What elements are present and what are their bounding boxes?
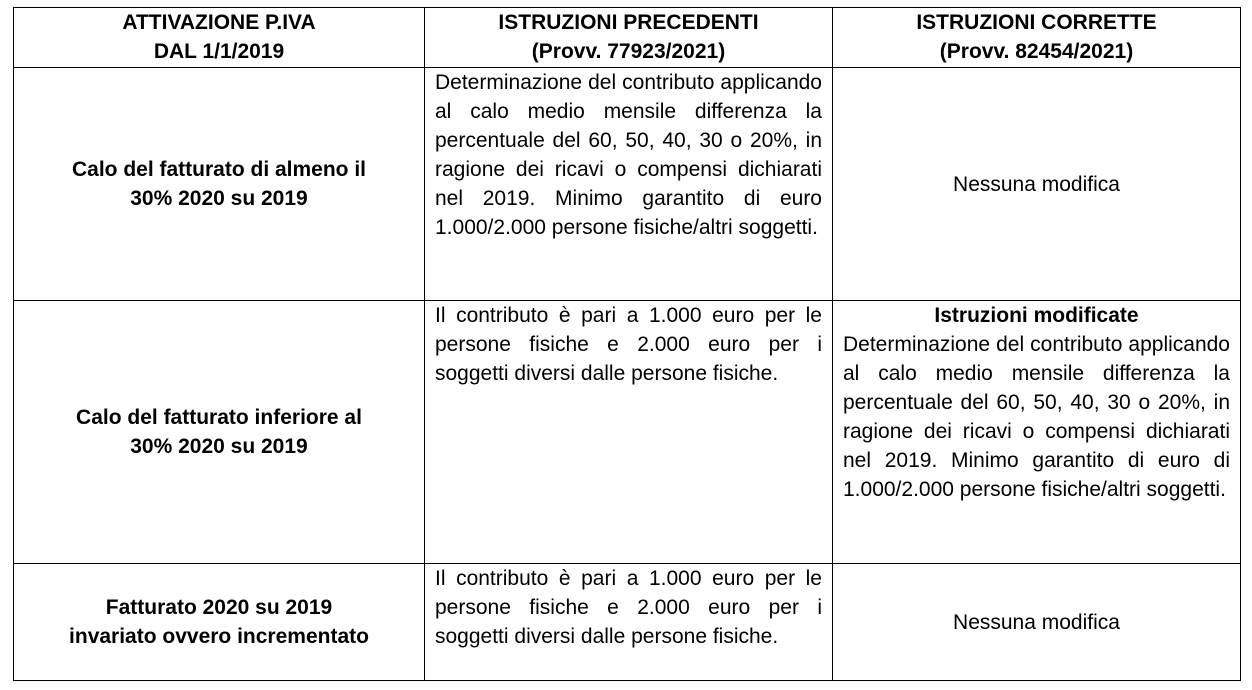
corrected-instructions-cell bbox=[833, 301, 1241, 564]
comparison-table bbox=[13, 7, 1241, 681]
row-label bbox=[14, 301, 425, 564]
row-label bbox=[14, 564, 425, 681]
row-label-line1: Calo del fatturato di almeno il bbox=[71, 158, 367, 181]
header-previous-line1: ISTRUZIONI PRECEDENTI bbox=[498, 11, 759, 34]
header-corrected bbox=[833, 8, 1241, 68]
row-label-line2: 30% 2020 su 2019 bbox=[130, 187, 308, 210]
corrected-instructions-cell: Nessuna modifica bbox=[833, 564, 1241, 681]
row-label-line2: 30% 2020 su 2019 bbox=[130, 435, 308, 458]
table-row bbox=[14, 301, 1241, 564]
header-previous bbox=[425, 8, 833, 68]
modified-instructions-title: Istruzioni modificate bbox=[934, 304, 1139, 327]
previous-instructions-cell: Il contributo è pari a 1.000 euro per le persone fisiche e 2.000 euro per i soggetti diversi dalle persone fisiche. bbox=[425, 564, 833, 681]
previous-instructions-cell: Il contributo è pari a 1.000 euro per le persone fisiche e 2.000 euro per i soggetti diversi dalle persone fisiche. bbox=[425, 301, 833, 564]
header-row bbox=[14, 8, 1241, 68]
header-corrected-line1: ISTRUZIONI CORRETTE bbox=[916, 11, 1157, 34]
row-label-line2: invariato ovvero incrementato bbox=[69, 625, 369, 648]
header-activation-line2: DAL 1/1/2019 bbox=[153, 40, 285, 63]
row-label-line1: Calo del fatturato inferiore al bbox=[76, 406, 362, 429]
previous-instructions-cell: Determinazione del contributo applicando al calo medio mensile differenza la percentuale del 60, 50, 40, 30 o 20%, in ragione dei ricavi o compensi dichiarati nel 2019. Minimo garantito di euro 1.000/2.000 persone fisiche/altri soggetti. bbox=[425, 68, 833, 301]
header-activation bbox=[14, 8, 425, 68]
row-label-line1: Fatturato 2020 su 2019 bbox=[105, 596, 333, 619]
corrected-instructions-cell: Nessuna modifica bbox=[833, 68, 1241, 301]
table-row bbox=[14, 68, 1241, 301]
comparison-table-wrapper bbox=[13, 7, 1241, 681]
table-row bbox=[14, 564, 1241, 681]
header-previous-line2: (Provv. 77923/2021) bbox=[531, 40, 726, 63]
header-activation-line1: ATTIVAZIONE P.IVA bbox=[122, 11, 316, 34]
header-corrected-line2: (Provv. 82454/2021) bbox=[939, 40, 1134, 63]
modified-instructions-text: Determinazione del contributo applicando al calo medio mensile differenza la percentuale del 60, 50, 40, 30 o 20%, in ragione dei ricavi o compensi dichiarati nel 2019. Minimo garantito di euro di 1.000/2.000 persone fisiche/altri soggetti. bbox=[843, 333, 1230, 501]
row-label bbox=[14, 68, 425, 301]
